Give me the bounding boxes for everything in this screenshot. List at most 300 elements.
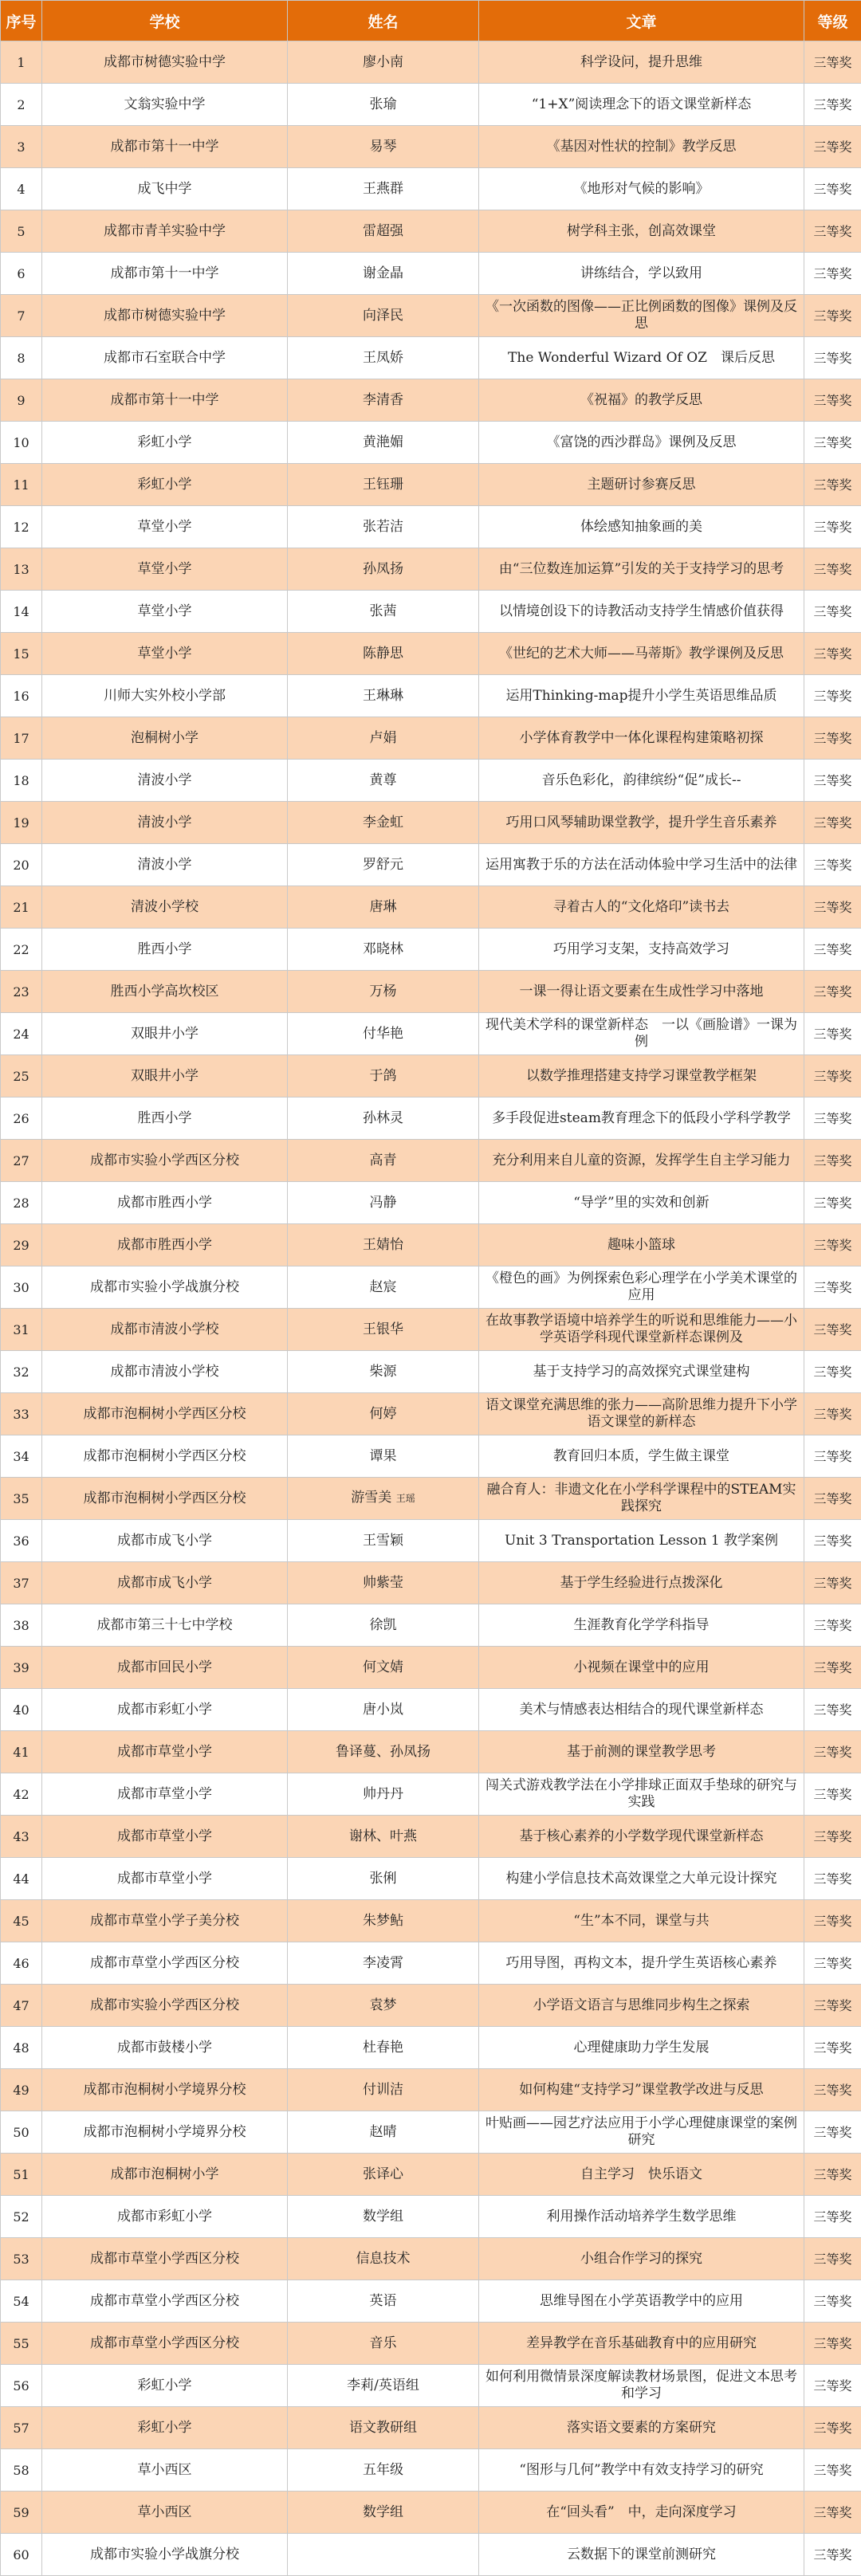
row-school [42,2365,288,2407]
row-name [288,506,479,548]
row-school-text: 成都市树德实验中学 [104,308,226,324]
table-row [1,464,861,506]
row-article [479,506,804,548]
row-level-text: 三等奖 [813,646,851,662]
row-school-text: 彩虹小学 [138,434,192,450]
row-name [288,2534,479,2576]
row-name-text: 游雪美 [351,1490,391,1506]
table-row [1,1773,861,1816]
row-article-text: 小学体育教学中一体化课程构建策略初探 [520,730,764,746]
row-index [1,2492,42,2534]
table-header-row [1,1,861,41]
row-article [479,2280,804,2323]
row-level [804,1816,861,1858]
row-level-text: 三等奖 [813,2252,851,2267]
row-name-extra: 王瑶 [396,1493,415,1504]
row-level-text: 三等奖 [813,477,851,493]
row-name [288,1393,479,1435]
row-name-text: 张瑜 [370,96,397,112]
table-row [1,1140,861,1182]
row-school [42,1266,288,1309]
row-level [804,295,861,337]
row-article-text: 美术与情感表达相结合的现代课堂新样态 [520,1702,764,1718]
row-article-text: 主题研讨参赛反思 [588,477,696,493]
row-name [288,1604,479,1647]
row-article [479,2323,804,2365]
row-index [1,2534,42,2576]
row-level-text: 三等奖 [813,182,851,197]
row-article-text: 运用寓教于乐的方法在活动体验中学习生活中的法律 [486,857,797,873]
row-level [804,1435,861,1478]
row-school [42,295,288,337]
row-school [42,1689,288,1731]
row-level [804,168,861,210]
row-index-text: 13 [13,562,29,577]
row-index-text: 47 [13,1998,29,2013]
row-article [479,126,804,168]
table-row [1,548,861,591]
table-row [1,1604,861,1647]
row-article [479,1647,804,1689]
row-school [42,1562,288,1604]
row-name [288,295,479,337]
row-name-text: 朱梦鲇 [363,1913,403,1929]
row-article [479,591,804,633]
row-index [1,41,42,84]
row-article [479,802,804,844]
table-body [1,41,861,2576]
row-index [1,1562,42,1604]
row-school-text: 成都市鼓楼小学 [117,2040,212,2056]
row-name [288,1858,479,1900]
table-row [1,422,861,464]
row-index [1,1309,42,1351]
row-index-text: 21 [13,900,29,915]
row-name [288,1689,479,1731]
row-index [1,1393,42,1435]
row-school [42,591,288,633]
table-row [1,2238,861,2280]
row-level [804,633,861,675]
row-article [479,2407,804,2449]
row-name [288,2196,479,2238]
row-school-text: 成都市草堂小学 [117,1871,212,1887]
table-row [1,506,861,548]
header-school: 学校 [42,1,288,41]
table-row [1,675,861,717]
row-index [1,1520,42,1562]
row-index [1,2449,42,2492]
row-level-text: 三等奖 [813,1956,851,1971]
row-index [1,1098,42,1140]
row-article [479,253,804,295]
row-school-text: 成都市草堂小学西区分校 [90,1955,239,1971]
row-name-text: 于鸽 [370,1068,397,1084]
row-index-text: 32 [13,1365,29,1380]
row-level [804,2280,861,2323]
row-level [804,2238,861,2280]
row-school [42,971,288,1013]
row-article-text: 基于核心素养的小学数学现代课堂新样态 [520,1828,764,1844]
row-article [479,1182,804,1224]
row-index-text: 50 [13,2125,29,2140]
row-index-text: 39 [13,1660,29,1675]
row-name [288,1562,479,1604]
row-level [804,1309,861,1351]
row-school-text: 成都市实验小学西区分校 [90,1997,239,2013]
row-name [288,2492,479,2534]
row-level-text: 三等奖 [813,1196,851,1211]
row-school-text: 成都市成飞小学 [117,1575,212,1591]
row-article-text: 小视频在课堂中的应用 [574,1659,710,1675]
row-article-text: 在“回头看” 中，走向深度学习 [546,2504,736,2520]
row-level [804,591,861,633]
row-article-text: 体绘感知抽象画的美 [580,519,702,535]
table-row [1,2154,861,2196]
row-article-text: 巧用导图，再构文本，提升学生英语核心素养 [506,1955,777,1971]
row-name [288,675,479,717]
table-row [1,168,861,210]
table-row [1,379,861,422]
row-school-text: 彩虹小学 [138,2420,192,2436]
row-level [804,929,861,971]
row-name [288,886,479,929]
row-name-text: 付训洁 [363,2082,403,2098]
row-school-text: 泡桐树小学 [131,730,199,746]
header-name: 姓名 [288,1,479,41]
row-level [804,1182,861,1224]
row-school [42,717,288,760]
row-school [42,633,288,675]
row-name [288,1520,479,1562]
row-name-text: 王雪颖 [363,1533,403,1549]
row-index [1,2323,42,2365]
row-name-text: 王婧怡 [363,1237,403,1253]
row-index-text: 31 [13,1322,29,1337]
table-row [1,1013,861,1055]
row-level [804,844,861,886]
row-school [42,2449,288,2492]
row-school-text: 草堂小学 [138,561,192,577]
row-name-text: 雷超强 [363,223,403,239]
row-article-text: 寻着古人的“文化烙印”读书去 [553,899,729,915]
row-school [42,1520,288,1562]
row-school-text: 成都市草堂小学西区分校 [90,2335,239,2351]
row-school-text: 成都市泡桐树小学 [111,2166,219,2182]
table-row [1,253,861,295]
row-name-text: 柴源 [370,1364,397,1380]
row-school-text: 成都市胜西小学 [117,1237,212,1253]
row-name-text: 王燕群 [363,181,403,197]
row-school [42,802,288,844]
row-school-text: 成都市草堂小学西区分校 [90,2251,239,2267]
row-level-text: 三等奖 [813,984,851,999]
row-name [288,2238,479,2280]
row-name [288,379,479,422]
row-index [1,2154,42,2196]
row-name [288,1478,479,1520]
table-row [1,1689,861,1731]
row-article-text: The Wonderful Wizard Of OZ 课后反思 [508,350,775,366]
row-level [804,2534,861,2576]
row-article-text: 构建小学信息技术高效课堂之大单元设计探究 [506,1871,777,1887]
row-index [1,1942,42,1985]
row-index [1,1647,42,1689]
row-index [1,1689,42,1731]
row-level-text: 三等奖 [813,308,851,324]
row-school [42,929,288,971]
row-level-text: 三等奖 [813,2083,851,2098]
row-article [479,1435,804,1478]
row-school [42,1731,288,1773]
row-school-text: 胜西小学高坎校区 [111,984,219,999]
row-level-text: 三等奖 [813,562,851,577]
row-school [42,1604,288,1647]
row-name [288,422,479,464]
row-school-text: 彩虹小学 [138,2378,192,2393]
row-name-text: 信息技术 [356,2251,411,2267]
row-name-text: 赵晴 [370,2124,397,2140]
row-index [1,886,42,929]
row-article [479,675,804,717]
row-article-text: 生涯教育化学学科指导 [574,1617,710,1633]
row-school-text: 成都市清波小学校 [111,1321,219,1337]
row-level-text: 三等奖 [813,2209,851,2225]
table-row [1,2069,861,2111]
row-article [479,2365,804,2407]
row-school [42,2492,288,2534]
row-level-text: 三等奖 [813,1914,851,1929]
row-level [804,1266,861,1309]
table-row [1,1393,861,1435]
row-index-text: 16 [13,689,29,704]
row-school [42,2534,288,2576]
row-level-text: 三等奖 [813,2378,851,2393]
row-index [1,1816,42,1858]
row-index [1,253,42,295]
table-row [1,2111,861,2154]
row-index-text: 28 [13,1196,29,1211]
row-index-text: 25 [13,1069,29,1084]
row-level-text: 三等奖 [813,1787,851,1802]
row-article-text: 《祝福》的教学反思 [580,392,702,408]
row-school-text: 成都市树德实验中学 [104,54,226,70]
row-name-text: 英语 [370,2293,397,2309]
table-row [1,1900,861,1942]
row-name-text: 袁梦 [370,1997,397,2013]
row-level [804,41,861,84]
row-name [288,1773,479,1816]
row-article-text: 如何构建“支持学习”课堂教学改进与反思 [519,2082,763,2098]
table-row [1,1309,861,1351]
row-level [804,2407,861,2449]
table-row [1,929,861,971]
row-index [1,1055,42,1098]
row-article [479,1013,804,1055]
row-index-text: 52 [13,2209,29,2225]
row-school-text: 草堂小学 [138,646,192,662]
row-level-text: 三等奖 [813,815,851,831]
table-row [1,1435,861,1478]
row-article [479,633,804,675]
row-level-text: 三等奖 [813,2547,851,2562]
row-index-text: 29 [13,1238,29,1253]
table-row [1,1562,861,1604]
row-school [42,168,288,210]
row-index-text: 5 [17,224,25,239]
row-article [479,717,804,760]
row-index-text: 57 [13,2421,29,2436]
row-article-text: 心理健康助力学生发展 [574,2040,710,2056]
row-school [42,2196,288,2238]
row-name-text: 李清香 [363,392,403,408]
row-name-text: 孙林灵 [363,1110,403,1126]
row-level-text: 三等奖 [813,2040,851,2056]
row-level [804,1773,861,1816]
row-level [804,126,861,168]
row-article [479,2069,804,2111]
row-school [42,2111,288,2154]
row-name-text: 王琳琳 [363,688,403,704]
row-name-text: 帅紫莹 [363,1575,403,1591]
row-article [479,2027,804,2069]
table-row [1,2027,861,2069]
row-level [804,2323,861,2365]
row-name-text: 数学组 [363,2209,403,2225]
row-level-text: 三等奖 [813,2336,851,2351]
row-school [42,2280,288,2323]
table-row [1,1478,861,1520]
row-name-text: 王凤娇 [363,350,403,366]
row-index-text: 15 [13,646,29,662]
row-article-text: 充分利用来自儿童的资源，发挥学生自主学习能力 [493,1153,791,1168]
row-name [288,1351,479,1393]
row-name-text: 张俐 [370,1871,397,1887]
row-index-text: 27 [13,1153,29,1168]
row-article-text: 差异教学在音乐基础教育中的应用研究 [526,2335,757,2351]
row-name [288,1140,479,1182]
row-school [42,675,288,717]
table-row [1,2534,861,2576]
row-index [1,1013,42,1055]
row-index [1,2069,42,2111]
row-index [1,464,42,506]
row-index [1,2111,42,2154]
row-index-text: 2 [17,97,25,112]
row-school-text: 文翁实验中学 [124,96,206,112]
row-level-text: 三等奖 [813,1365,851,1380]
row-index-text: 7 [17,308,25,324]
row-article [479,2534,804,2576]
row-article-text: 以情境创设下的诗教活动支持学生情感价值获得 [499,603,784,619]
row-article [479,2196,804,2238]
row-name-text: 谢金晶 [363,265,403,281]
row-article [479,84,804,126]
table-row [1,760,861,802]
row-name-text: 冯静 [370,1195,397,1211]
row-index [1,1478,42,1520]
row-article-text: 小组合作学习的探究 [580,2251,702,2267]
row-level-text: 三等奖 [813,1533,851,1549]
row-index [1,971,42,1013]
row-level [804,2069,861,2111]
row-school-text: 成都市草堂小学 [117,1744,212,1760]
row-name [288,844,479,886]
table-row [1,591,861,633]
row-article [479,2238,804,2280]
row-article-text: 在故事教学语境中培养学生的听说和思维能力——小学英语学科现代课堂新样态课例及 [486,1313,797,1345]
row-name [288,84,479,126]
table-row [1,84,861,126]
row-name [288,1013,479,1055]
row-school-text: 成都市彩虹小学 [117,1702,212,1718]
row-level [804,675,861,717]
row-name [288,760,479,802]
row-index [1,2365,42,2407]
row-level [804,2492,861,2534]
row-index-text: 55 [13,2336,29,2351]
row-article [479,886,804,929]
row-name [288,2069,479,2111]
row-article-text: 趣味小篮球 [607,1237,675,1253]
row-level [804,971,861,1013]
row-index-text: 26 [13,1111,29,1126]
row-name-text: 唐小岚 [363,1702,403,1718]
table-row [1,844,861,886]
row-article [479,1520,804,1562]
row-school [42,1309,288,1351]
row-level-text: 三等奖 [813,2125,851,2140]
row-index-text: 45 [13,1914,29,1929]
row-article [479,1858,804,1900]
row-article [479,1393,804,1435]
row-index [1,1900,42,1942]
row-name-text: 何婷 [370,1406,397,1422]
row-level [804,1900,861,1942]
row-name [288,1182,479,1224]
row-article-text: “生”本不同，课堂与共 [573,1913,709,1929]
row-article-text: 利用操作活动培养学生数学思维 [547,2209,737,2225]
row-index [1,1858,42,1900]
row-level [804,84,861,126]
row-level [804,1942,861,1985]
row-name-text: 王银华 [363,1321,403,1337]
row-school-text: 双眼井小学 [131,1026,199,1042]
row-article [479,464,804,506]
row-name [288,2449,479,2492]
header-index: 序号 [1,1,42,41]
row-school-text: 成都市第三十七中学校 [97,1617,233,1633]
row-school [42,1985,288,2027]
row-article-text: 《世纪的艺术大师——马蒂斯》教学课例及反思 [499,646,784,662]
row-level-text: 三等奖 [813,773,851,788]
row-article [479,548,804,591]
row-school [42,2238,288,2280]
row-level [804,379,861,422]
row-index-text: 20 [13,858,29,873]
row-article [479,1731,804,1773]
row-school-text: 成飞中学 [138,181,192,197]
row-name [288,633,479,675]
row-article [479,2111,804,2154]
row-name-text: 高青 [370,1153,397,1168]
row-index [1,126,42,168]
row-article-text: 《橙色的画》为例探索色彩心理学在小学美术课堂的应用 [486,1270,797,1303]
row-index-text: 22 [13,942,29,957]
row-index [1,1773,42,1816]
row-index [1,2280,42,2323]
row-index [1,1182,42,1224]
